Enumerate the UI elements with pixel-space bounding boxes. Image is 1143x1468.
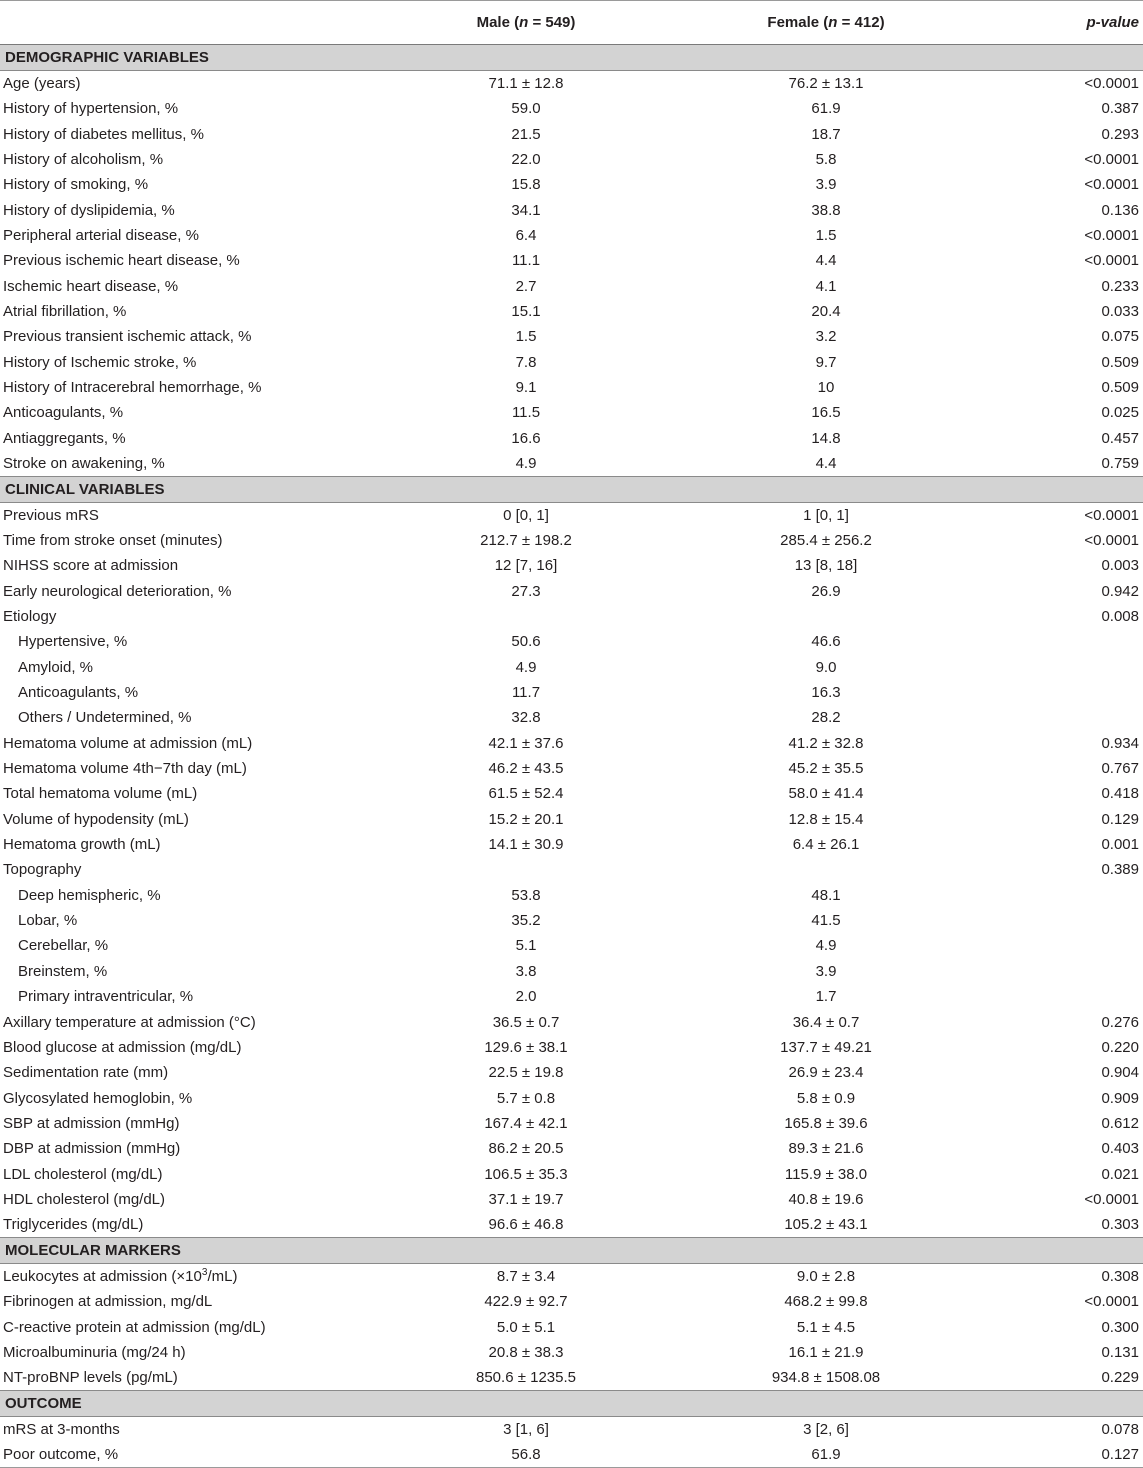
row-label: Etiology <box>3 608 57 626</box>
row-label: Topography <box>3 861 82 879</box>
p-value <box>976 984 1143 1009</box>
male-value: 56.8 <box>376 1442 676 1468</box>
table-row <box>0 223 1143 248</box>
female-value: 9.7 <box>815 353 837 371</box>
table-row <box>0 121 1143 146</box>
female-value: 10 <box>817 378 835 396</box>
male-value: 21.5 <box>511 125 541 143</box>
table-row <box>0 502 1143 528</box>
row-label: Volume of hypodensity (mL) <box>3 810 189 828</box>
female-value: 1.5 <box>815 226 837 244</box>
male-value: 86.2 ± 20.5 <box>488 1140 564 1158</box>
male-value: 15.1 <box>511 302 541 320</box>
p-value <box>976 908 1143 933</box>
male-value: 2.0 <box>515 988 537 1006</box>
female-value: 13 [8, 18] <box>794 557 858 575</box>
row-label: Atrial fibrillation, % <box>3 302 127 320</box>
table-row <box>0 1264 1143 1290</box>
male-value: 71.1 ± 12.8 <box>488 75 564 92</box>
p-value: 0.131 <box>1101 1343 1139 1361</box>
table-row <box>0 857 1143 882</box>
male-value: 59.0 <box>511 100 541 118</box>
female-value: 61.9 <box>811 100 841 118</box>
female-value: 46.6 <box>811 633 841 651</box>
male-value: 850.6 ± 1235.5 <box>476 1369 576 1387</box>
female-value: 16.5 <box>811 404 841 422</box>
male-value: 1.5 <box>515 328 537 346</box>
table-row <box>0 1417 1143 1443</box>
p-value: 0.418 <box>1101 785 1139 803</box>
p-value: 0.293 <box>1101 125 1139 143</box>
female-value: 45.2 ± 35.5 <box>788 760 864 778</box>
row-label: History of Intracerebral hemorrhage, % <box>3 378 262 396</box>
table-row <box>0 807 1143 832</box>
female-value <box>676 857 976 882</box>
p-value: 0.021 <box>1101 1165 1139 1183</box>
section-header-row <box>0 45 1143 71</box>
p-value <box>976 883 1143 908</box>
male-value: 16.6 <box>511 429 541 447</box>
p-value: 0.078 <box>1101 1421 1139 1439</box>
section-title: MOLECULAR MARKERS <box>0 1238 1143 1264</box>
female-value <box>676 604 976 629</box>
table-row <box>0 579 1143 604</box>
row-label: Leukocytes at admission $(\times 10^3/mL)$ <box>3 1267 238 1286</box>
row-label: Primary intraventricular, % <box>18 988 194 1006</box>
p-value: 0.303 <box>1101 1216 1139 1234</box>
male-value: 50.6 <box>511 633 541 651</box>
p-value: 0.075 <box>1101 328 1139 346</box>
table-row <box>0 71 1143 97</box>
row-label: Age (years) <box>3 75 81 92</box>
table-row <box>0 604 1143 629</box>
row-label: Deep hemispheric, % <box>18 886 161 904</box>
male-value: 53.8 <box>511 886 541 904</box>
table-row <box>0 528 1143 553</box>
header-male: Male (n = 549) <box>376 1 676 45</box>
p-value <box>976 629 1143 654</box>
row-label: History of alcoholism, % <box>3 150 164 168</box>
male-value: 34.1 <box>511 201 541 219</box>
table-row <box>0 1111 1143 1136</box>
table-row <box>0 1161 1143 1186</box>
table-row <box>0 908 1143 933</box>
p-value: <0.0001 <box>1084 252 1139 270</box>
p-value: 0.025 <box>1101 404 1139 422</box>
female-value: 28.2 <box>811 709 841 727</box>
female-value: 16.1 ± 21.9 <box>788 1343 864 1361</box>
table-row <box>0 1289 1143 1314</box>
male-value: 15.2 ± 20.1 <box>488 810 564 828</box>
p-value: 0.767 <box>1101 760 1139 778</box>
p-value: <0.0001 <box>1084 150 1139 168</box>
table-row <box>0 349 1143 374</box>
p-value: 0.136 <box>1101 201 1139 219</box>
p-value: 0.934 <box>1101 734 1139 752</box>
male-value: 15.8 <box>511 176 541 194</box>
female-value: 41.2 ± 32.8 <box>788 734 864 752</box>
p-value <box>976 933 1143 958</box>
row-label: Hematoma growth (mL) <box>3 836 161 854</box>
male-value: 20.8 ± 38.3 <box>488 1343 564 1361</box>
female-value: 5.1 ± 4.5 <box>796 1318 856 1336</box>
female-value: 9.0 ± 2.8 <box>796 1268 856 1286</box>
female-value: 48.1 <box>811 886 841 904</box>
female-value: 105.2 ± 43.1 <box>784 1216 868 1234</box>
table-row <box>0 655 1143 680</box>
p-value: 0.033 <box>1101 302 1139 320</box>
male-value <box>376 604 676 629</box>
female-value: 41.5 <box>811 912 841 930</box>
row-label: Time from stroke onset (minutes) <box>3 531 223 549</box>
male-value: 27.3 <box>511 582 541 600</box>
row-label: Others / Undetermined, % <box>18 709 192 727</box>
row-label: History of dyslipidemia, % <box>3 201 175 219</box>
p-value: 0.008 <box>1101 608 1139 626</box>
p-value <box>976 705 1143 730</box>
p-value: 0.509 <box>1101 378 1139 396</box>
row-label: History of diabetes mellitus, % <box>3 125 204 143</box>
header-empty <box>0 1 376 45</box>
male-value: 5.7 ± 0.8 <box>496 1089 556 1107</box>
table-row <box>0 451 1143 477</box>
row-label: History of Ischemic stroke, % <box>3 353 197 371</box>
p-value: 0.387 <box>1101 100 1139 118</box>
section-header-row <box>0 1391 1143 1417</box>
male-value: 5.1 <box>515 937 537 955</box>
p-value: <0.0001 <box>1084 531 1139 549</box>
male-value: 22.5 ± 19.8 <box>488 1064 564 1082</box>
row-label: mRS at 3-months <box>3 1421 120 1439</box>
row-label: Hematoma volume at admission (mL) <box>3 734 253 752</box>
female-value: 115.9 ± 38.0 <box>784 1165 868 1183</box>
table-row <box>0 883 1143 908</box>
row-label: History of hypertension, % <box>3 100 179 118</box>
row-label: Hypertensive, % <box>18 633 128 651</box>
male-value: 4.9 <box>515 658 537 676</box>
table-row <box>0 1212 1143 1238</box>
header-pvalue: p-value <box>976 1 1143 45</box>
table-row <box>0 984 1143 1009</box>
table-row <box>0 96 1143 121</box>
row-label: Previous ischemic heart disease, % <box>3 252 240 270</box>
row-label: SBP at admission (mmHg) <box>3 1114 180 1132</box>
male-value: 11.5 <box>511 404 541 422</box>
table-row <box>0 933 1143 958</box>
p-value: 0.276 <box>1101 1013 1139 1031</box>
male-value: 11.7 <box>511 684 541 702</box>
female-value: 137.7 ± 49.21 <box>780 1038 872 1056</box>
row-label: LDL cholesterol (mg/dL) <box>3 1165 163 1183</box>
male-value: 0 [0, 1] <box>503 506 549 524</box>
female-value: 165.8 ± 39.6 <box>784 1114 868 1132</box>
section-title: OUTCOME <box>0 1391 1143 1417</box>
row-label: Axillary temperature at admission (°C) <box>3 1013 256 1031</box>
p-value: 0.308 <box>1101 1268 1139 1286</box>
female-value: 3.9 <box>815 962 837 980</box>
table-row <box>0 375 1143 400</box>
p-value: <0.0001 <box>1084 226 1139 244</box>
table-row <box>0 147 1143 172</box>
table-row <box>0 553 1143 578</box>
p-value: 0.612 <box>1101 1114 1139 1132</box>
row-label: Sedimentation rate (mm) <box>3 1064 169 1082</box>
male-value: 8.7 ± 3.4 <box>496 1268 556 1286</box>
p-value <box>976 655 1143 680</box>
female-value: 26.9 <box>811 582 841 600</box>
p-value: 0.229 <box>1101 1369 1139 1387</box>
row-label: Ischemic heart disease, % <box>3 277 179 295</box>
male-value: 422.9 ± 92.7 <box>484 1293 568 1311</box>
p-value: 0.233 <box>1101 277 1139 295</box>
male-value: 212.7 ± 198.2 <box>480 531 572 549</box>
table-row <box>0 680 1143 705</box>
male-value: 106.5 ± 35.3 <box>484 1165 568 1183</box>
male-value: 32.8 <box>511 709 541 727</box>
table-row <box>0 1035 1143 1060</box>
table-row <box>0 197 1143 222</box>
table-row <box>0 1009 1143 1034</box>
p-value: 0.457 <box>1101 429 1139 447</box>
row-label: Total hematoma volume (mL) <box>3 785 198 803</box>
female-value: 3 [2, 6] <box>803 1421 849 1439</box>
table-row <box>0 1314 1143 1339</box>
row-label: NT-proBNP levels (pg/mL) <box>3 1369 178 1387</box>
table-header-row <box>0 1 1143 45</box>
p-value: 0.909 <box>1101 1089 1139 1107</box>
table-body <box>0 45 1143 1468</box>
p-value: 0.389 <box>1101 861 1139 879</box>
row-label: Previous transient ischemic attack, % <box>3 328 252 346</box>
female-value: 61.9 <box>676 1442 976 1468</box>
female-value: 4.9 <box>815 937 837 955</box>
female-value: 20.4 <box>811 302 841 320</box>
male-value: 96.6 ± 46.8 <box>488 1216 564 1234</box>
table-row <box>0 731 1143 756</box>
male-value: 37.1 ± 19.7 <box>488 1190 564 1208</box>
female-value: 5.8 <box>815 150 837 168</box>
table-row <box>0 1136 1143 1161</box>
section-title: DEMOGRAPHIC VARIABLES <box>0 45 1143 71</box>
p-value: 0.001 <box>1101 836 1139 854</box>
female-value: 26.9 ± 23.4 <box>788 1064 864 1082</box>
section-title: CLINICAL VARIABLES <box>0 476 1143 502</box>
male-value: 7.8 <box>515 353 537 371</box>
male-value: 167.4 ± 42.1 <box>484 1114 568 1132</box>
table-row <box>0 705 1143 730</box>
row-label: Previous mRS <box>3 506 99 524</box>
row-label: Lobar, % <box>18 912 78 930</box>
row-label: Amyloid, % <box>18 658 94 676</box>
row-label: C-reactive protein at admission (mg/dL) <box>3 1318 266 1336</box>
row-label: Anticoagulants, % <box>3 404 124 422</box>
table-row <box>0 400 1143 425</box>
male-value: 35.2 <box>511 912 541 930</box>
female-value: 3.9 <box>815 176 837 194</box>
male-value: 2.7 <box>515 277 537 295</box>
table-row <box>0 1060 1143 1085</box>
row-label: Hematoma volume 4th−7th day (mL) <box>3 760 247 778</box>
p-value: <0.0001 <box>1084 506 1139 524</box>
table-row <box>0 756 1143 781</box>
p-value <box>976 680 1143 705</box>
row-label: Early neurological deterioration, % <box>3 582 232 600</box>
row-label: History of smoking, % <box>3 176 149 194</box>
female-value: 1 [0, 1] <box>803 506 849 524</box>
female-value: 3.2 <box>815 328 837 346</box>
male-value: 61.5 ± 52.4 <box>488 785 564 803</box>
table-row <box>0 324 1143 349</box>
row-label: Cerebellar, % <box>18 937 109 955</box>
female-value: 18.7 <box>811 125 841 143</box>
row-label: Antiaggregants, % <box>3 429 126 447</box>
male-value: 3 [1, 6] <box>503 1421 549 1439</box>
male-value: 9.1 <box>515 378 537 396</box>
female-value: 5.8 ± 0.9 <box>796 1089 856 1107</box>
male-value: 6.4 <box>515 226 537 244</box>
p-value: <0.0001 <box>1084 1190 1139 1208</box>
female-value: 89.3 ± 21.6 <box>788 1140 864 1158</box>
female-value: 40.8 ± 19.6 <box>788 1190 864 1208</box>
female-value: 1.7 <box>815 988 837 1006</box>
table-row <box>0 1085 1143 1110</box>
male-value: 22.0 <box>511 150 541 168</box>
p-value: <0.0001 <box>1084 1293 1139 1311</box>
p-value: <0.0001 <box>1084 75 1139 92</box>
male-value: 46.2 ± 43.5 <box>488 760 564 778</box>
row-label: DBP at admission (mmHg) <box>3 1140 181 1158</box>
female-value: 38.8 <box>811 201 841 219</box>
female-value: 36.4 ± 0.7 <box>792 1013 860 1031</box>
table-row <box>0 832 1143 857</box>
male-value: 11.1 <box>511 252 541 270</box>
female-value: 4.4 <box>815 454 837 472</box>
table-row <box>0 629 1143 654</box>
male-value: 36.5 ± 0.7 <box>492 1013 560 1031</box>
row-label: Stroke on awakening, % <box>3 454 165 472</box>
table-row <box>0 959 1143 984</box>
female-value: 4.4 <box>815 252 837 270</box>
female-value: 468.2 ± 99.8 <box>784 1293 868 1311</box>
p-value: 0.403 <box>1101 1140 1139 1158</box>
female-value: 12.8 ± 15.4 <box>788 810 864 828</box>
table-row <box>0 1442 1143 1468</box>
row-label: Poor outcome, % <box>0 1442 376 1468</box>
female-value: 76.2 ± 13.1 <box>788 75 864 92</box>
p-value: 0.127 <box>976 1442 1143 1468</box>
female-value: 58.0 ± 41.4 <box>788 785 864 803</box>
p-value: 0.300 <box>1101 1318 1139 1336</box>
row-label: Triglycerides (mg/dL) <box>3 1216 144 1234</box>
header-female: Female (n = 412) <box>676 1 976 45</box>
row-label: NIHSS score at admission <box>3 557 179 575</box>
female-value: 16.3 <box>811 684 841 702</box>
table-row <box>0 299 1143 324</box>
female-value: 14.8 <box>811 429 841 447</box>
male-value: 5.0 ± 5.1 <box>496 1318 556 1336</box>
male-value: 129.6 ± 38.1 <box>484 1038 568 1056</box>
female-value: 4.1 <box>815 277 837 295</box>
table-row <box>0 273 1143 298</box>
p-value: 0.220 <box>1101 1038 1139 1056</box>
row-label: Fibrinogen at admission, mg/dL <box>3 1293 213 1311</box>
female-value: 6.4 ± 26.1 <box>792 836 860 854</box>
male-value: 12 [7, 16] <box>494 557 558 575</box>
male-value: 4.9 <box>515 454 537 472</box>
table-row <box>0 248 1143 273</box>
p-value: 0.003 <box>1101 557 1139 575</box>
section-header-row <box>0 1238 1143 1264</box>
male-value: 3.8 <box>515 962 537 980</box>
table-row <box>0 172 1143 197</box>
row-label: Breinstem, % <box>18 962 108 980</box>
row-label: Glycosylated hemoglobin, % <box>3 1089 193 1107</box>
p-value: 0.759 <box>1101 454 1139 472</box>
row-label: Peripheral arterial disease, % <box>3 226 199 244</box>
female-value: 285.4 ± 256.2 <box>780 531 872 549</box>
row-label: HDL cholesterol (mg/dL) <box>3 1190 166 1208</box>
female-value: 934.8 ± 1508.08 <box>771 1369 881 1387</box>
p-value: 0.904 <box>1101 1064 1139 1082</box>
row-label: Blood glucose at admission (mg/dL) <box>3 1038 242 1056</box>
row-label: Anticoagulants, % <box>18 684 139 702</box>
table-row <box>0 1187 1143 1212</box>
p-value: 0.509 <box>1101 353 1139 371</box>
p-value: <0.0001 <box>1084 176 1139 194</box>
table-row <box>0 1340 1143 1365</box>
row-label: Microalbuminuria (mg/24 h) <box>3 1343 186 1361</box>
p-value: 0.942 <box>1101 582 1139 600</box>
table-row <box>0 425 1143 450</box>
table-row <box>0 781 1143 806</box>
table-row <box>0 1365 1143 1391</box>
male-value: 42.1 ± 37.6 <box>488 734 564 752</box>
section-header-row <box>0 476 1143 502</box>
female-value: 9.0 <box>815 658 837 676</box>
p-value <box>976 959 1143 984</box>
p-value: 0.129 <box>1101 810 1139 828</box>
male-value <box>376 857 676 882</box>
male-value: 14.1 ± 30.9 <box>488 836 564 854</box>
